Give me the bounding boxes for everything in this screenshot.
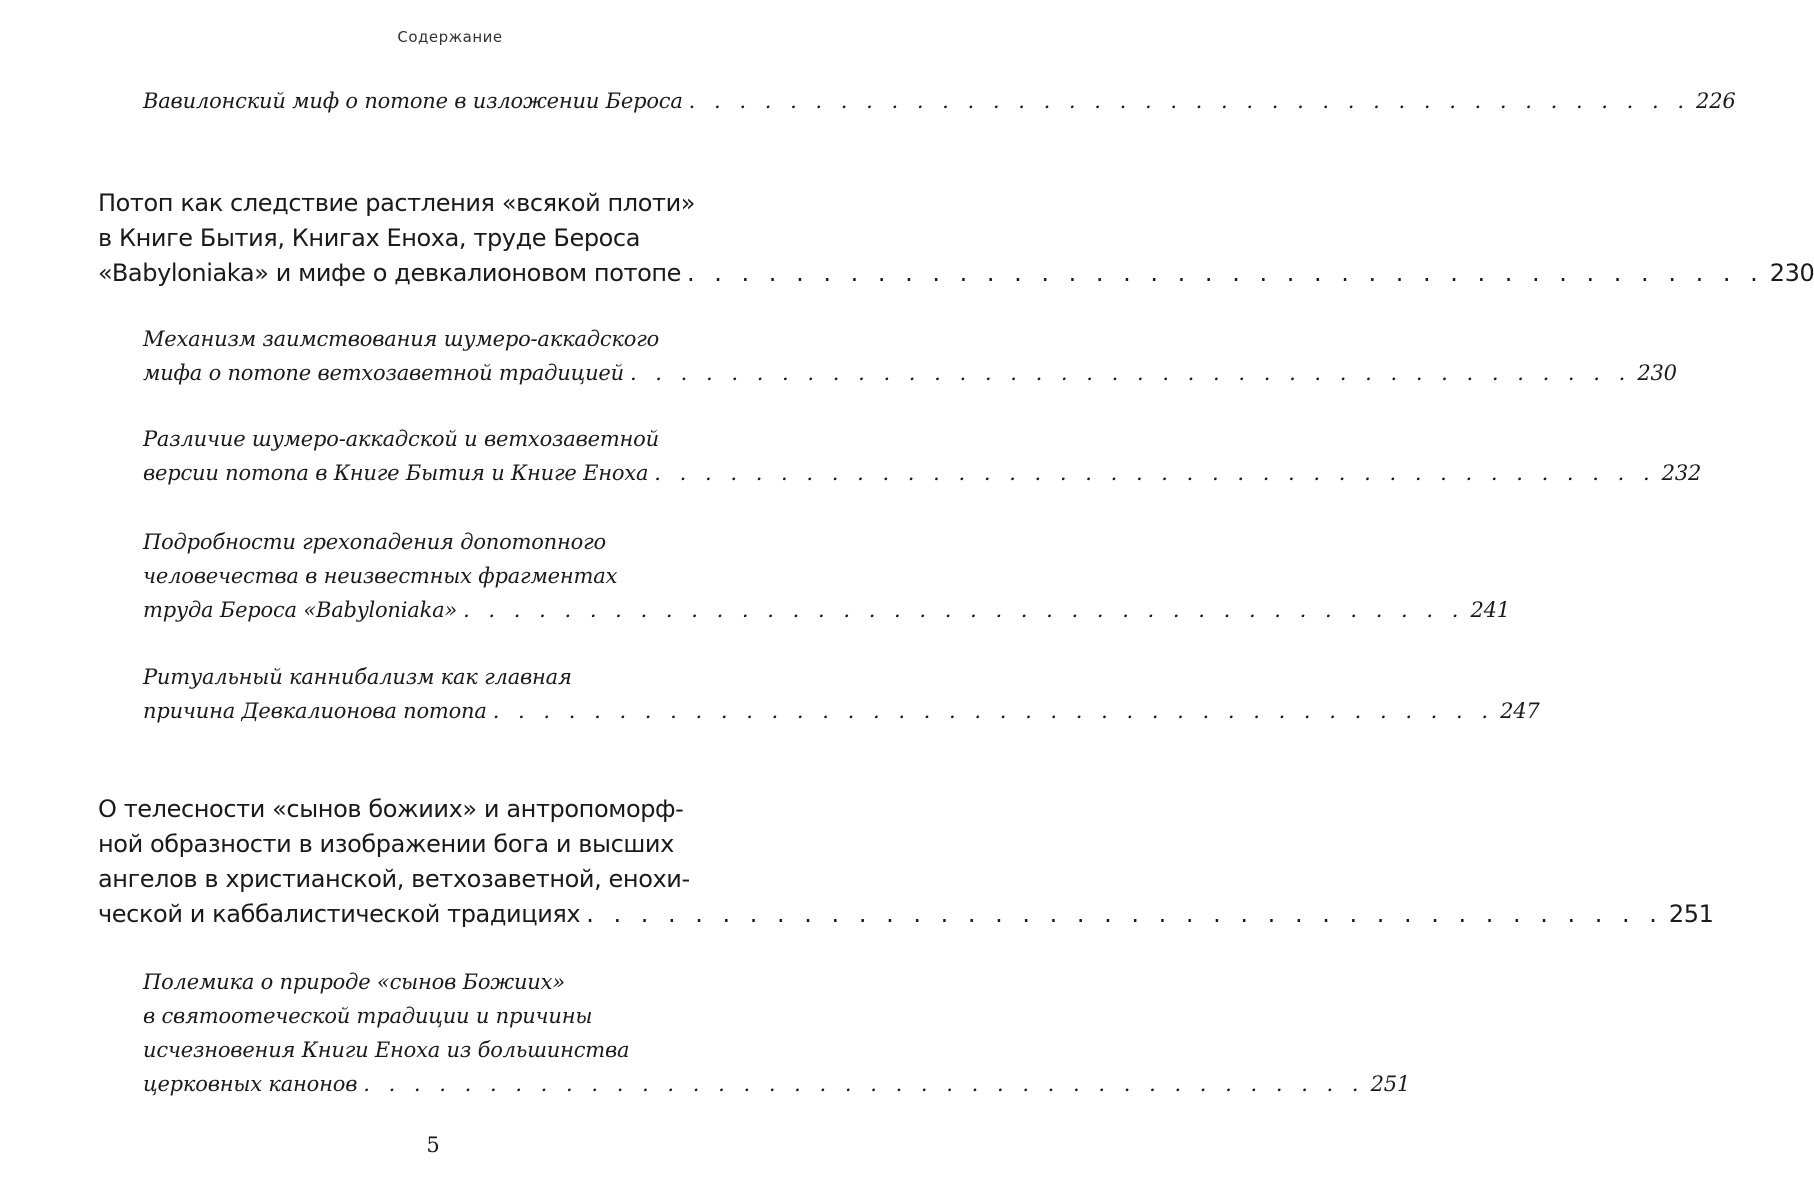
dot-leader: . . . . . . . . . . . . . . . . . . . . . . . . . . . . . . . . . . . . . . . . — [492, 699, 1495, 723]
toc-page-number: 230 — [1637, 361, 1677, 385]
toc-entry-title-line: ангелов в христианской, ветхозаветной, енохи- — [98, 865, 690, 893]
toc-entry-borrowing-mechanism[interactable] — [143, 322, 1677, 390]
toc-entry-corporeality[interactable] — [98, 792, 1714, 932]
toc-page-number: 247 — [1500, 699, 1540, 723]
dot-leader: . . . . . . . . . . . . . . . . . . . . . . . . . . . . . . . . . . . . . . . . — [687, 259, 1764, 287]
toc-entry-cannibalism[interactable] — [143, 660, 1540, 728]
toc-entry-title-line: труда Бероса «Babyloniaka» — [143, 598, 458, 622]
toc-entry-fall-details[interactable] — [143, 525, 1510, 627]
toc-entry-title-line: «Babyloniaka» и мифе о девкалионовом потопе — [98, 259, 682, 287]
toc-page-number: 232 — [1661, 461, 1702, 485]
toc-entry-title-line: Различие шумеро-аккадской и ветхозаветной — [143, 427, 659, 451]
toc-page-number: 226 — [1696, 89, 1736, 113]
toc-entry-sons-of-god-polemic[interactable] — [143, 965, 1411, 1101]
toc-entry-last-line — [143, 84, 1736, 118]
toc-entry-title-line: в Книге Бытия, Книгах Еноха, труде Бероса — [98, 224, 641, 252]
toc-entry-last-line — [98, 897, 1714, 932]
toc-entry-title-line: Ритуальный каннибализм как главная — [143, 665, 572, 689]
dot-leader: . . . . . . . . . . . . . . . . . . . . . . . . . . . . . . . . . . . . . . . . — [363, 1072, 1365, 1096]
toc-entry-title-line: церковных канонов — [143, 1072, 358, 1096]
toc-entry-flood-corruption[interactable] — [98, 186, 1814, 291]
toc-entry-title-line: исчезновения Книги Еноха из большинства — [143, 1038, 630, 1062]
toc-entry-title-line: в святоотеческой традиции и причины — [143, 1004, 593, 1028]
toc-entry-version-differences[interactable] — [143, 422, 1702, 490]
page-number: 5 — [426, 1133, 440, 1157]
toc-entry-title-line: мифа о потопе ветхозаветной традицией — [143, 361, 624, 385]
toc-entry-title-line: человечества в неизвестных фрагментах — [143, 564, 618, 588]
running-head: Содержание — [397, 28, 503, 46]
toc-entry-title-line: Подробности грехопадения допотопного — [143, 530, 606, 554]
toc-entry-last-line — [143, 356, 1677, 390]
dot-leader: . . . . . . . . . . . . . . . . . . . . . . . . . . . . . . . . . . . . . . . . — [688, 89, 1691, 113]
dot-leader: . . . . . . . . . . . . . . . . . . . . . . . . . . . . . . . . . . . . . . . . — [586, 900, 1663, 928]
toc-entry-title-line: Механизм заимствования шумеро-аккадского — [143, 327, 660, 351]
toc-entry-title-line: ной образности в изображении бога и высших — [98, 830, 674, 858]
toc-entry-last-line — [143, 1067, 1411, 1101]
toc-entry-last-line — [143, 593, 1510, 627]
toc-page-number: 241 — [1470, 598, 1510, 622]
toc-entry-last-line — [98, 256, 1814, 291]
toc-entry-title: Вавилонский миф о потопе в изложении Бероса — [143, 89, 683, 113]
toc-page-number: 230 — [1769, 259, 1814, 287]
toc-entry-title-line: Потоп как следствие растления «всякой плоти» — [98, 189, 696, 217]
dot-leader: . . . . . . . . . . . . . . . . . . . . . . . . . . . . . . . . . . . . . . . . — [463, 598, 1465, 622]
toc-entry-last-line — [143, 694, 1540, 728]
toc-entry-title-line: Полемика о природе «сынов Божиих» — [143, 970, 565, 994]
toc-entry-title-line: ческой и каббалистической традициях — [98, 900, 581, 928]
toc-entry-title-line: версии потопа в Книге Бытия и Книге Еноха — [143, 461, 649, 485]
toc-page-number: 251 — [1370, 1072, 1411, 1096]
toc-entry-title-line: причина Девкалионова потопа — [143, 699, 487, 723]
toc-entry-title-line: О телесности «сынов божиих» и антропоморф- — [98, 795, 684, 823]
dot-leader: . . . . . . . . . . . . . . . . . . . . . . . . . . . . . . . . . . . . . . . . — [654, 461, 1656, 485]
dot-leader: . . . . . . . . . . . . . . . . . . . . . . . . . . . . . . . . . . . . . . . . — [629, 361, 1632, 385]
toc-entry-last-line — [143, 456, 1702, 490]
toc-page-number: 251 — [1668, 900, 1714, 928]
toc-entry-babylonian-myth[interactable] — [143, 84, 1736, 118]
